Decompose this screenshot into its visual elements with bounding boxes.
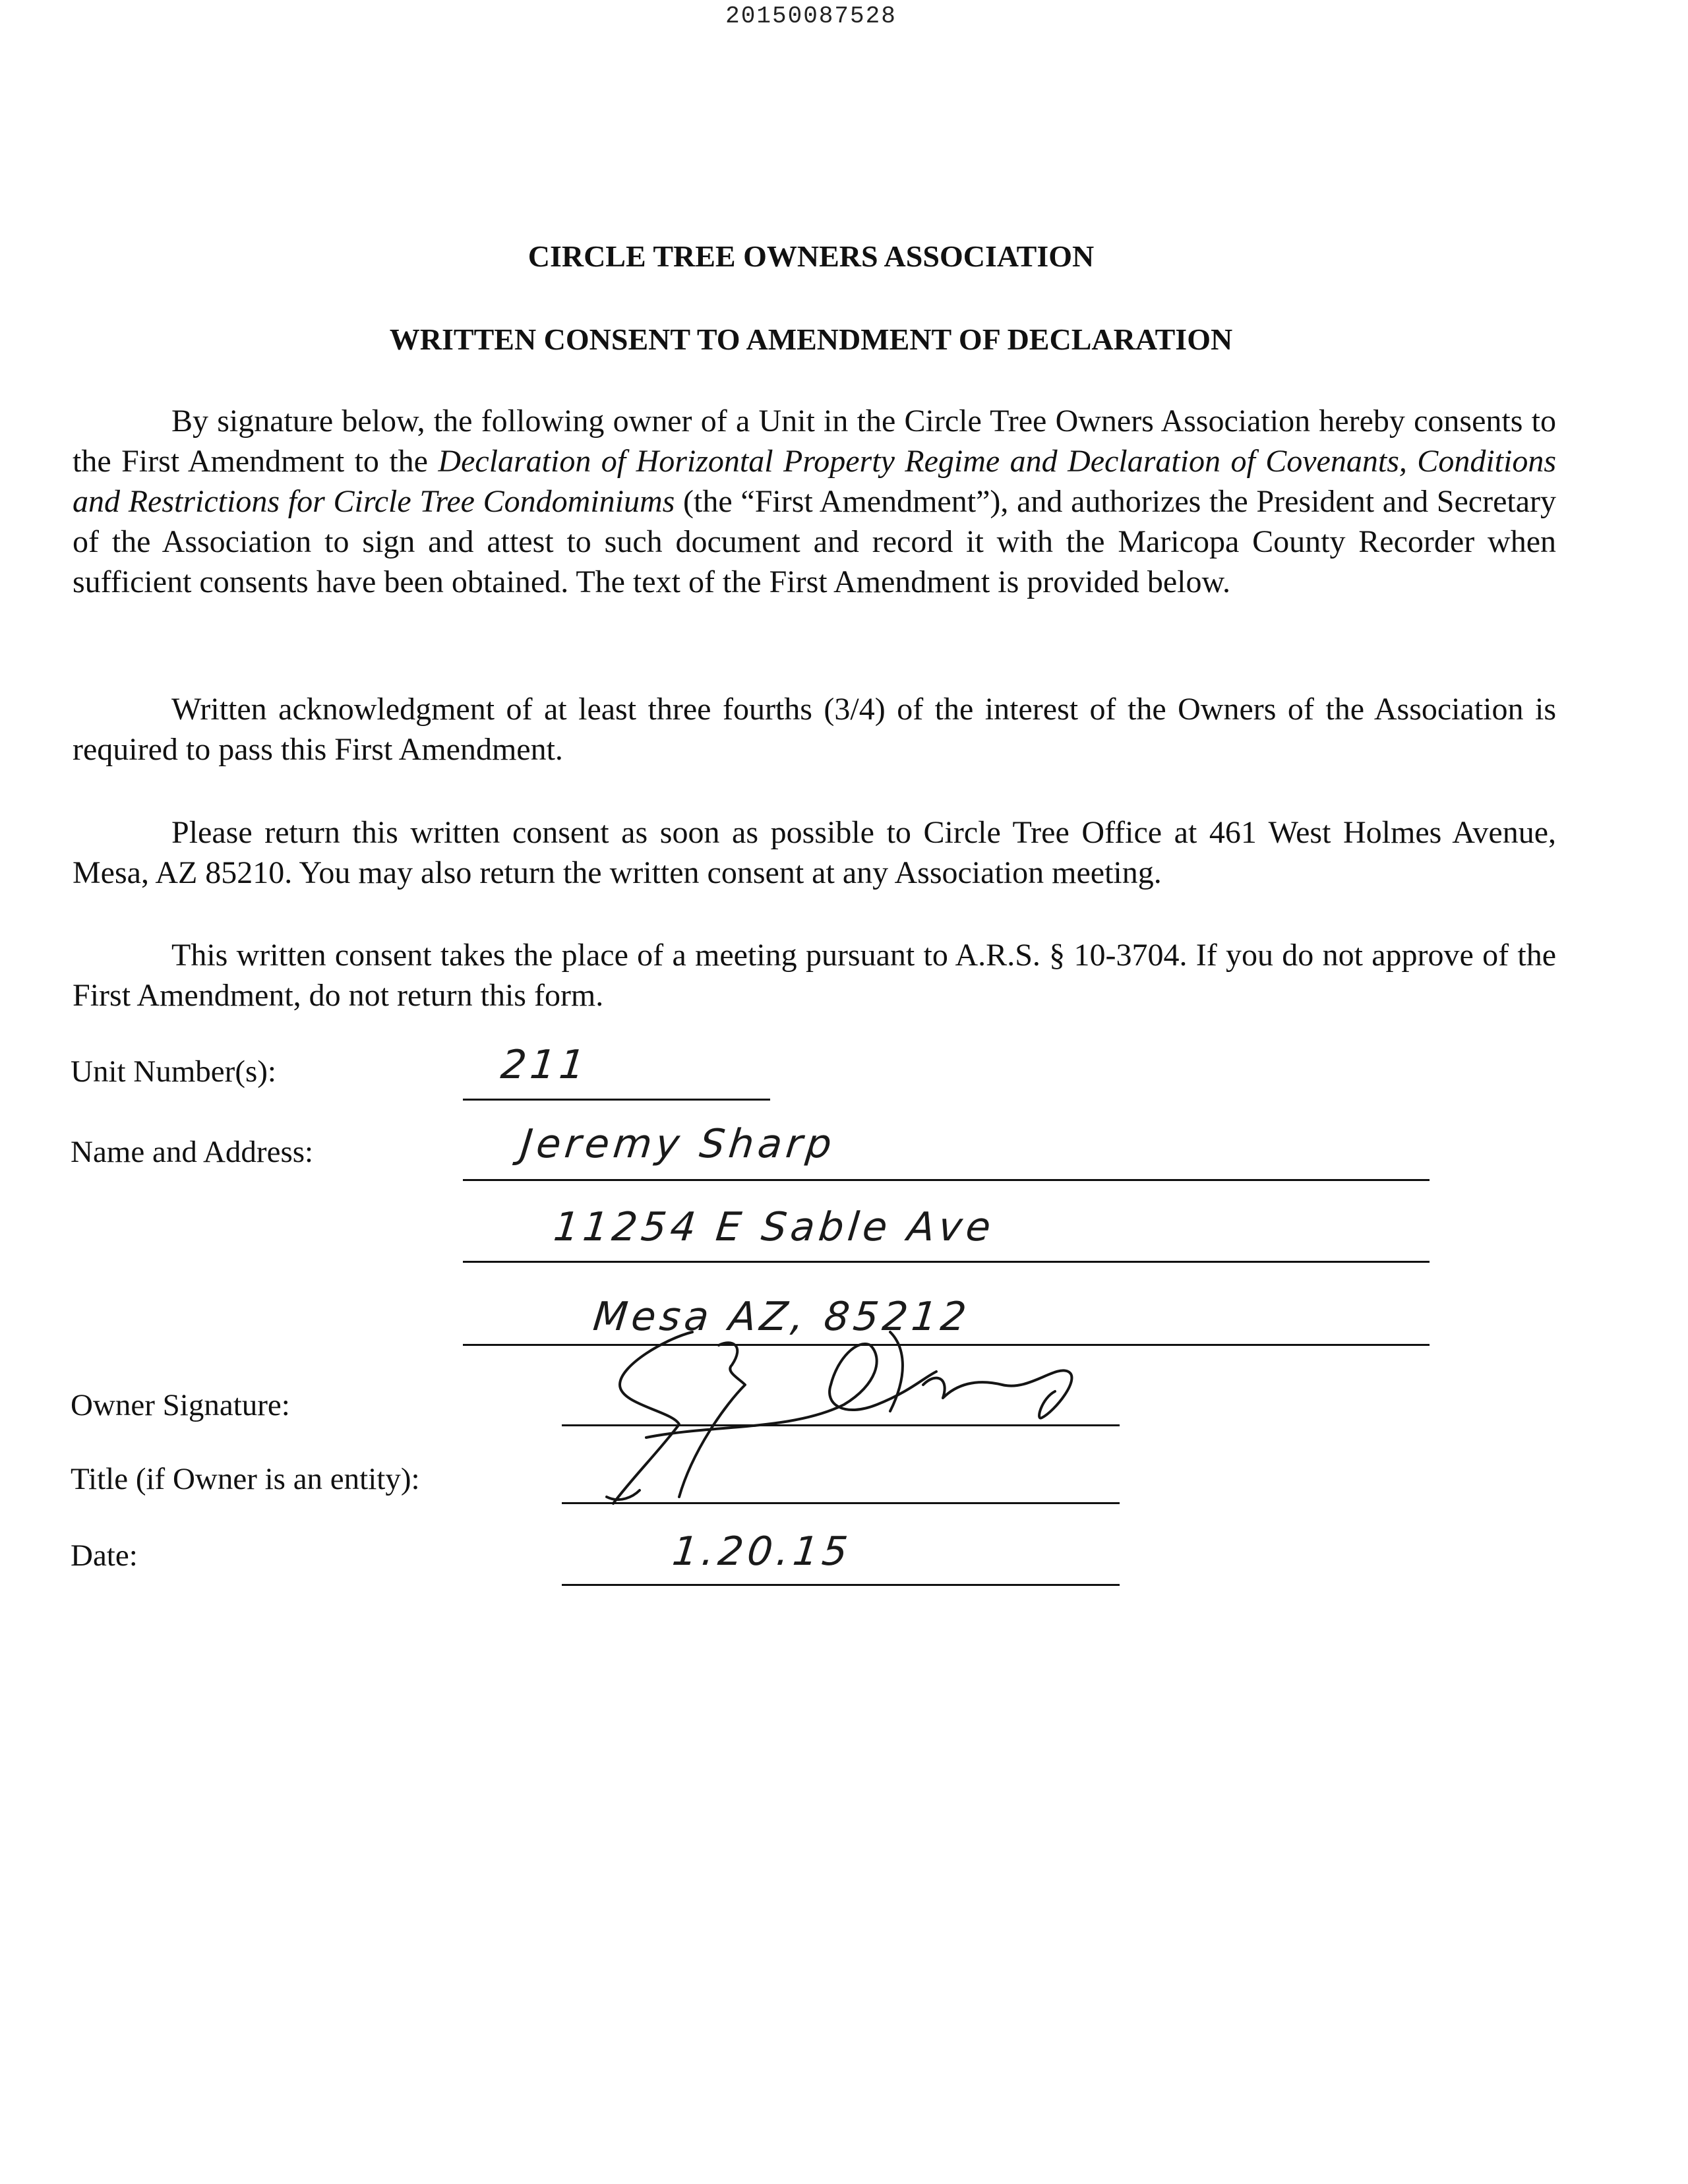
- owner-signature-graphic: [580, 1306, 1160, 1543]
- name-address-line-1: [463, 1179, 1430, 1181]
- unit-number-line: [463, 1099, 770, 1101]
- owner-title-label: Title (if Owner is an entity):: [71, 1462, 420, 1496]
- date-label: Date:: [71, 1538, 138, 1573]
- name-address-line-3-value: Mesa AZ, 85212: [591, 1294, 973, 1340]
- paragraph-meeting-notice: This written consent takes the place of a meeting pursuant to A.R.S. § 10-3704. If you do not approve of the First Amendment, do not return this form.: [73, 938, 1556, 1013]
- owner-signature-label: Owner Signature:: [71, 1388, 290, 1422]
- date-line: [562, 1584, 1120, 1586]
- unit-number-value: 211: [498, 1042, 591, 1088]
- document-subtitle: WRITTEN CONSENT TO AMENDMENT OF DECLARATION: [389, 322, 1233, 356]
- recording-number: 20150087528: [725, 3, 897, 30]
- document-title: CIRCLE TREE OWNERS ASSOCIATION: [528, 239, 1095, 273]
- name-address-line-2-value: 11254 E Sable Ave: [551, 1204, 997, 1250]
- date-value: 1.20.15: [670, 1529, 854, 1575]
- name-address-line-2: [463, 1261, 1430, 1263]
- name-address-label: Name and Address:: [71, 1135, 314, 1169]
- paragraph-consent: [73, 401, 1556, 602]
- owner-title-line: [562, 1502, 1120, 1504]
- declaration-title: Declaration of Horizontal Property Regime and Declaration of Covenants, Conditions and Restrictions for Circle Tree Condominiums: [73, 444, 1557, 519]
- name-address-line-1-value: Jeremy Sharp: [518, 1121, 838, 1167]
- paragraph-acknowledgment: Written acknowledgment of at least three fourths (3/4) of the interest of the Owners of the Association is required to pass this First Amendment.: [73, 692, 1556, 767]
- unit-number-label: Unit Number(s):: [71, 1054, 276, 1089]
- paragraph-consent-part-b: (the “First Amendment”), and authorizes the President and Secretary of the Association to sign and attest to such document and record it with the Maricopa County Recorder when sufficient consents have been obtained. The text of the First Amendment is provided below.: [73, 484, 1556, 599]
- paragraph-return-instructions: Please return this written consent as soon as possible to Circle Tree Office at 461 West Holmes Avenue, Mesa, AZ 85210. You may also return the written consent at any Association meeting.: [73, 815, 1556, 890]
- paragraph-consent-part-a: By signature below, the following owner of a Unit in the Circle Tree Owners Association hereby consents to the First Amendment to the: [73, 404, 1556, 479]
